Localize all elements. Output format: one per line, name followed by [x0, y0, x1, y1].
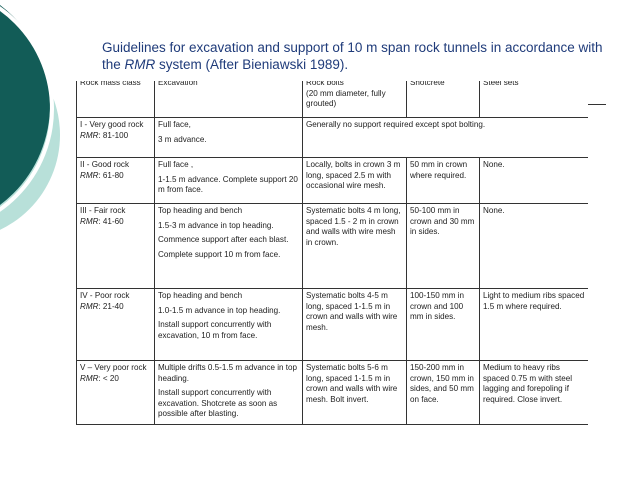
shotcrete-cell: 50-100 mm in crown and 30 mm in sides. [407, 204, 480, 289]
rmr-range: : 61-80 [98, 170, 124, 180]
excavation-text: Commence support after each blast. [158, 235, 289, 245]
excavation-text: 3 m advance. [158, 134, 207, 144]
steelsets-cell: Light to medium ribs spaced 1.5 m where required. [480, 289, 589, 361]
header-shotcrete: Shotcrete [407, 81, 480, 118]
rockbolts-cell: Systematic bolts 4 m long, spaced 1.5 - 2 m in crown and walls with wire mesh in crown. [303, 204, 407, 289]
rmr-value [80, 302, 151, 313]
rmr-label: RMR [80, 373, 99, 383]
table-header-row [77, 81, 589, 118]
title-text: Guidelines for excavation and support of 10 m span rock tunnels in accordance with the [102, 40, 603, 72]
excavation-text: Complete support 10 m from face. [158, 249, 281, 259]
class-cell [77, 361, 155, 425]
rmr-range: : 21-40 [98, 301, 124, 311]
class-cell [77, 158, 155, 204]
table-row [77, 204, 589, 289]
excavation-text: Full face , [158, 160, 194, 169]
shotcrete-cell: 150-200 mm in crown, 150 mm in sides, and 50 mm on face. [407, 361, 480, 425]
table-row [77, 289, 589, 361]
rmr-label: RMR [80, 130, 99, 140]
rmr-range: : < 20 [98, 373, 119, 383]
support-guidelines-table [76, 81, 588, 425]
excavation-text: 1.0-1.5 m advance in top heading. [158, 305, 281, 315]
slide-title [102, 39, 622, 73]
table-container [76, 81, 588, 427]
class-cell [77, 118, 155, 158]
class-cell [77, 289, 155, 361]
class-name: III - Fair rock [80, 206, 126, 215]
rmr-value [80, 131, 151, 142]
rmr-value [80, 171, 151, 182]
excavation-cell [155, 289, 303, 361]
steelsets-cell: None. [480, 158, 589, 204]
shotcrete-cell: 50 mm in crown where required. [407, 158, 480, 204]
header-steelsets: Steel sets [480, 81, 589, 118]
excavation-text: Top heading and bench [158, 291, 243, 300]
support-span-cell: Generally no support required except spot bolting. [303, 118, 589, 158]
shotcrete-cell: 100-150 mm in crown and 100 mm in sides. [407, 289, 480, 361]
excavation-text: 1.5-3 m advance in top heading. [158, 220, 274, 230]
class-cell [77, 204, 155, 289]
excavation-text: Multiple drifts 0.5-1.5 m advance in top heading. [158, 363, 298, 383]
header-rockbolts-title: Rock bolts [306, 81, 344, 87]
steelsets-cell: Medium to heavy ribs spaced 0.75 m with steel lagging and forepoling if required. Close invert. [480, 361, 589, 425]
table-row [77, 361, 589, 425]
excavation-text: Install support concurrently with excavation. Shotcrete as soon as possible after blasting. [158, 388, 278, 419]
steelsets-cell: None. [480, 204, 589, 289]
excavation-text: Install support concurrently with excavation, 10 m from face. [158, 320, 272, 340]
rmr-value [80, 374, 151, 385]
title-text-end: system (After Bieniawski 1989). [155, 57, 349, 72]
excavation-cell [155, 204, 303, 289]
class-name: I - Very good rock [80, 120, 144, 129]
excavation-cell [155, 158, 303, 204]
header-rockbolts-sub: (20 mm diameter, fully grouted) [306, 88, 386, 109]
rmr-label: RMR [80, 170, 99, 180]
class-name: IV - Poor rock [80, 291, 130, 300]
header-rockbolts [303, 81, 407, 118]
rmr-label: RMR [80, 216, 99, 226]
header-excavation: Excavation [155, 81, 303, 118]
excavation-text: Top heading and bench [158, 206, 243, 215]
rmr-label: RMR [80, 301, 99, 311]
excavation-text: 1-1.5 m advance. Complete support 20 m from face. [158, 174, 298, 195]
class-name: II - Good rock [80, 160, 130, 169]
rmr-value [80, 217, 151, 228]
rockbolts-cell: Systematic bolts 5-6 m long, spaced 1-1.5 m in crown and walls with wire mesh. Bolt invert. [303, 361, 407, 425]
excavation-text: Full face, [158, 120, 191, 129]
rockbolts-cell: Systematic bolts 4-5 m long, spaced 1-1.5 m in crown and walls with wire mesh. [303, 289, 407, 361]
rockbolts-cell: Locally, bolts in crown 3 m long, spaced 2.5 m with occasional wire mesh. [303, 158, 407, 204]
rmr-range: : 81-100 [98, 130, 129, 140]
table-side-line [588, 104, 606, 105]
title-italic: RMR [124, 57, 156, 72]
excavation-cell [155, 118, 303, 158]
header-class: Rock mass class [77, 81, 155, 118]
table-row [77, 118, 589, 158]
rmr-range: : 41-60 [98, 216, 124, 226]
class-name: V – Very poor rock [80, 363, 147, 372]
excavation-cell [155, 361, 303, 425]
table-row [77, 158, 589, 204]
